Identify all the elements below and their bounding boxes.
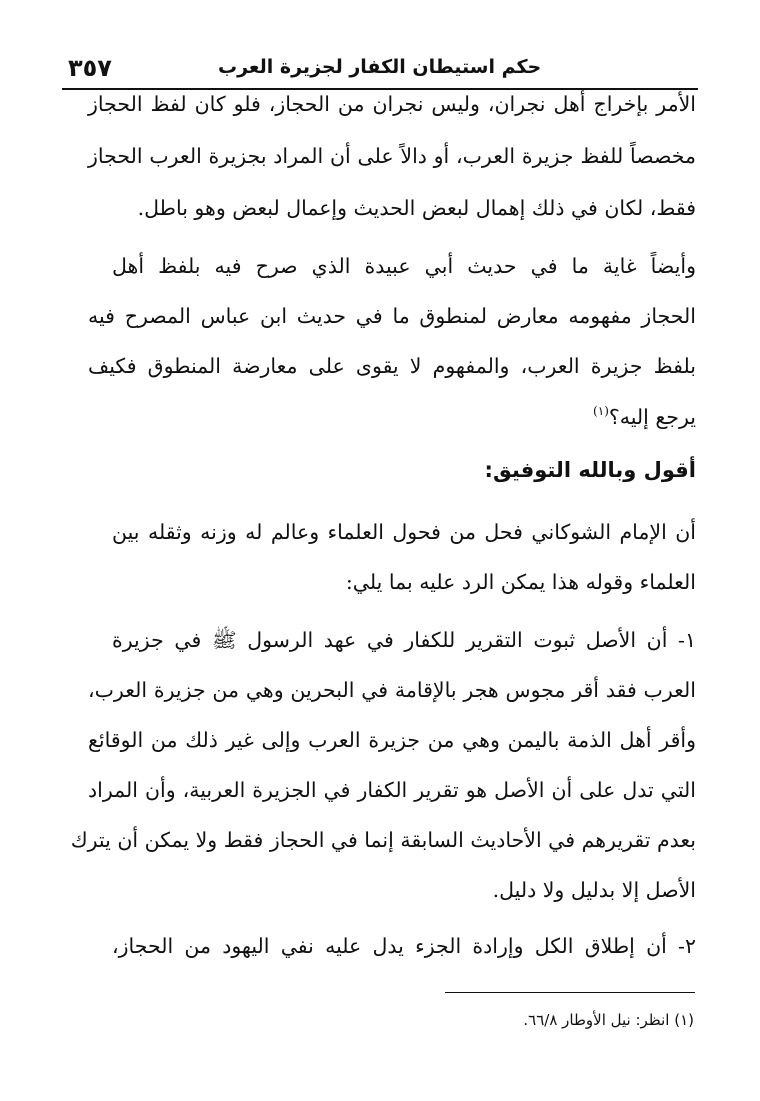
text-line: التي تدل على أن الأصل هو تقرير الكفار في الجزيرة العربية، وأن المراد (88, 778, 696, 802)
text-line: مخصصاً للفظ جزيرة العرب، أو دالاً على أن المراد بجزيرة العرب الحجاز (88, 144, 696, 168)
footnote-reference: (١) (593, 404, 609, 418)
page-number: ٣٥٧ (68, 54, 112, 82)
text-line: العرب فقد أقر مجوس هجر بالإقامة في البحرين وهي من جزيرة العرب، (88, 678, 696, 702)
header-rule (62, 88, 698, 90)
text-line (88, 404, 696, 429)
footnote: (١) انظر: نيل الأوطار ٦٦/٨. (523, 1011, 694, 1029)
text-line: وأيضاً غاية ما في حديث أبي عبيدة الذي صرح فيه بلفظ أهل (112, 254, 696, 278)
text-line-content: يرجع إليه؟ (608, 405, 696, 429)
text-line: بلفظ جزيرة العرب، والمفهوم لا يقوى على معارضة المنطوق فكيف (88, 354, 696, 378)
text-line: العلماء وقوله هذا يمكن الرد عليه بما يلي: (345, 570, 696, 594)
footnote-rule (445, 992, 695, 993)
text-line: ١- أن الأصل ثبوت التقرير للكفار في عهد الرسول ﷺ في جزيرة (112, 628, 696, 652)
text-line: فقط، لكان في ذلك إهمال لبعض الحديث وإعمال لبعض وهو باطل. (137, 196, 696, 220)
text-line: وأقر أهل الذمة باليمن وهي من جزيرة العرب وإلى غير ذلك من الوقائع (88, 728, 696, 752)
text-line: بعدم تقريرهم في الأحاديث السابقة إنما في الحجاز فقط ولا يمكن أن يترك (70, 828, 696, 852)
text-line: ٢- أن إطلاق الكل وإرادة الجزء يدل عليه نفي اليهود من الحجاز، (112, 934, 696, 958)
running-title: حكم استيطان الكفار لجزيرة العرب (218, 56, 542, 78)
page-header (68, 52, 696, 86)
text-line: الحجاز مفهومه معارض لمنطوق ما في حديث ابن عباس المصرح فيه (88, 304, 696, 328)
text-line: الأصل إلا بدليل ولا دليل. (492, 878, 696, 902)
section-heading: أقول وبالله التوفيق: (484, 458, 696, 482)
text-line: أن الإمام الشوكاني فحل من فحول العلماء وعالم له وزنه وثقله بين (112, 520, 696, 544)
text-line: الأمر بإخراج أهل نجران، وليس نجران من الحجاز، فلو كان لفظ الحجاز (88, 92, 696, 116)
